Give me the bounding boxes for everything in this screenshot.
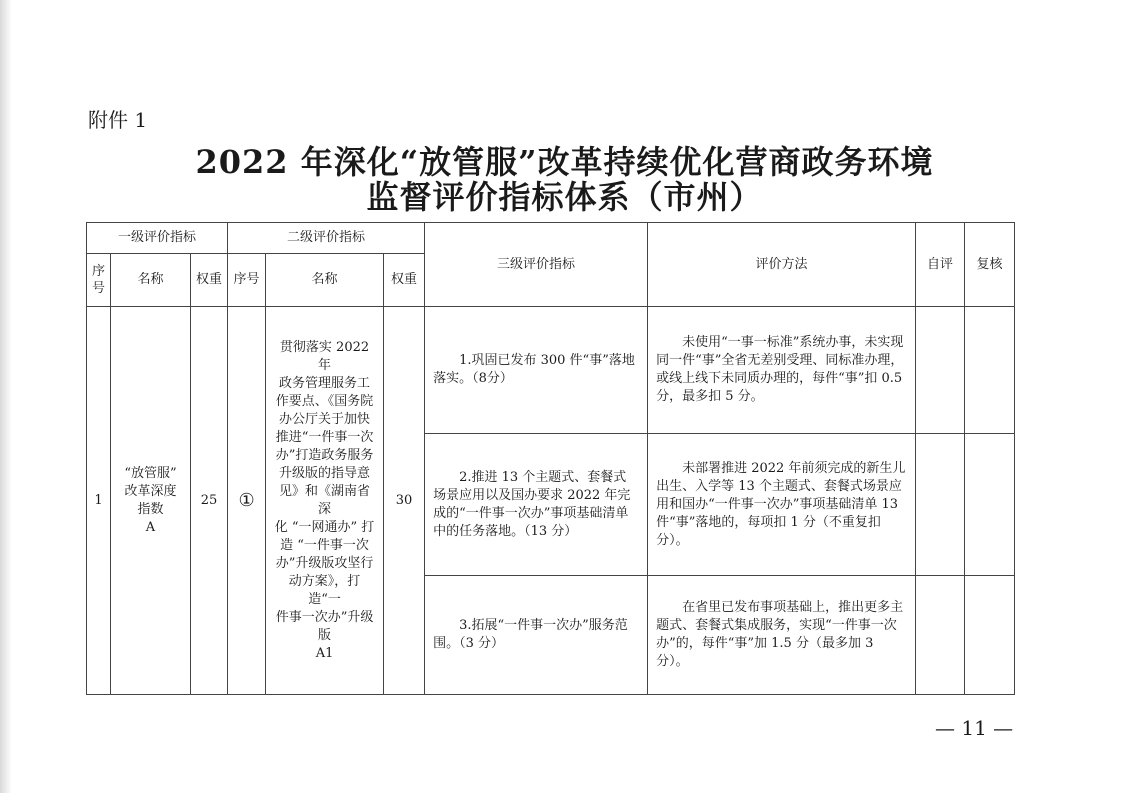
- level2-weight: 30: [384, 307, 425, 695]
- level1-name: “放管服” 改革深度 指数 A: [111, 307, 191, 695]
- page-shadow: [0, 0, 12, 793]
- self-eval-cell-3[interactable]: [916, 576, 965, 695]
- col-header-method: 评价方法: [648, 223, 916, 307]
- col-header-seq2: 序号: [228, 254, 266, 307]
- page-title-line2: 监督评价指标体系（市州）: [366, 178, 763, 216]
- col-header-weight2: 权重: [384, 254, 425, 307]
- review-cell-1[interactable]: [965, 307, 1015, 434]
- self-eval-cell-2[interactable]: [916, 434, 965, 576]
- col-header-name: 名称: [111, 254, 191, 307]
- level2-seq: ①: [228, 307, 266, 695]
- page-number: — 11 —: [935, 716, 1014, 740]
- col-header-weight: 权重: [191, 254, 228, 307]
- group-header-level1: 一级评价指标: [87, 223, 228, 254]
- group-header-level2: 二级评价指标: [228, 223, 425, 254]
- level3-indicator-3: 3.拓展“一件事一次办”服务范围。（3 分）: [425, 576, 648, 695]
- review-cell-2[interactable]: [965, 434, 1015, 576]
- col-header-review: 复核: [965, 223, 1015, 307]
- level3-indicator-2: 2.推进 13 个主题式、套餐式场景应用以及国办要求 2022 年完成的“一件事一次办”事项基础清单中的任务落地。（13 分）: [425, 434, 648, 576]
- eval-method-1: 未使用“一事一标准”系统办事，未实现同一件“事”全省无差别受理、同标准办理，或线上线下未同质办理的，每件“事”扣 0.5 分，最多扣 5 分。: [648, 307, 916, 434]
- col-header-level3: 三级评价指标: [425, 223, 648, 307]
- self-eval-cell-1[interactable]: [916, 307, 965, 434]
- table-row: [87, 307, 1015, 434]
- indicator-table: [86, 222, 1015, 695]
- col-header-seq: 序号: [87, 254, 111, 307]
- row-seq: 1: [87, 307, 111, 695]
- level1-weight: 25: [191, 307, 228, 695]
- review-cell-3[interactable]: [965, 576, 1015, 695]
- attachment-label: 附件 1: [88, 108, 148, 132]
- eval-method-3: 在省里已发布事项基础上，推出更多主题式、套餐式集成服务，实现“一件事一次办”的，每件“事”加 1.5 分（最多加 3 分）。: [648, 576, 916, 695]
- col-header-name2: 名称: [266, 254, 384, 307]
- eval-method-2: 未部署推进 2022 年前须完成的新生儿出生、入学等 13 个主题式、套餐式场景应用和国办“一件事一次办”事项基础清单 13 件“事”落地的，每项扣 1 分（不重复扣分）。: [648, 434, 916, 576]
- page-title-line1: 2022 年深化“放管服”改革持续优化营商政务环境: [195, 143, 934, 181]
- level2-name: 贯彻落实 2022 年 政务管理服务工 作要点、《国务院 办公厅关于加快 推进“一件事一次 办”打造政务服务 升级版的指导意 见》和《湖南省深 化 “一网通办” 打 造 “一件事一次 办”升级版攻坚行 动方案》，打造“一 件事一次办”升级 版 A1: [266, 307, 384, 695]
- col-header-self-eval: 自评: [916, 223, 965, 307]
- level3-indicator-1: 1.巩固已发布 300 件“事”落地落实。（8分）: [425, 307, 648, 434]
